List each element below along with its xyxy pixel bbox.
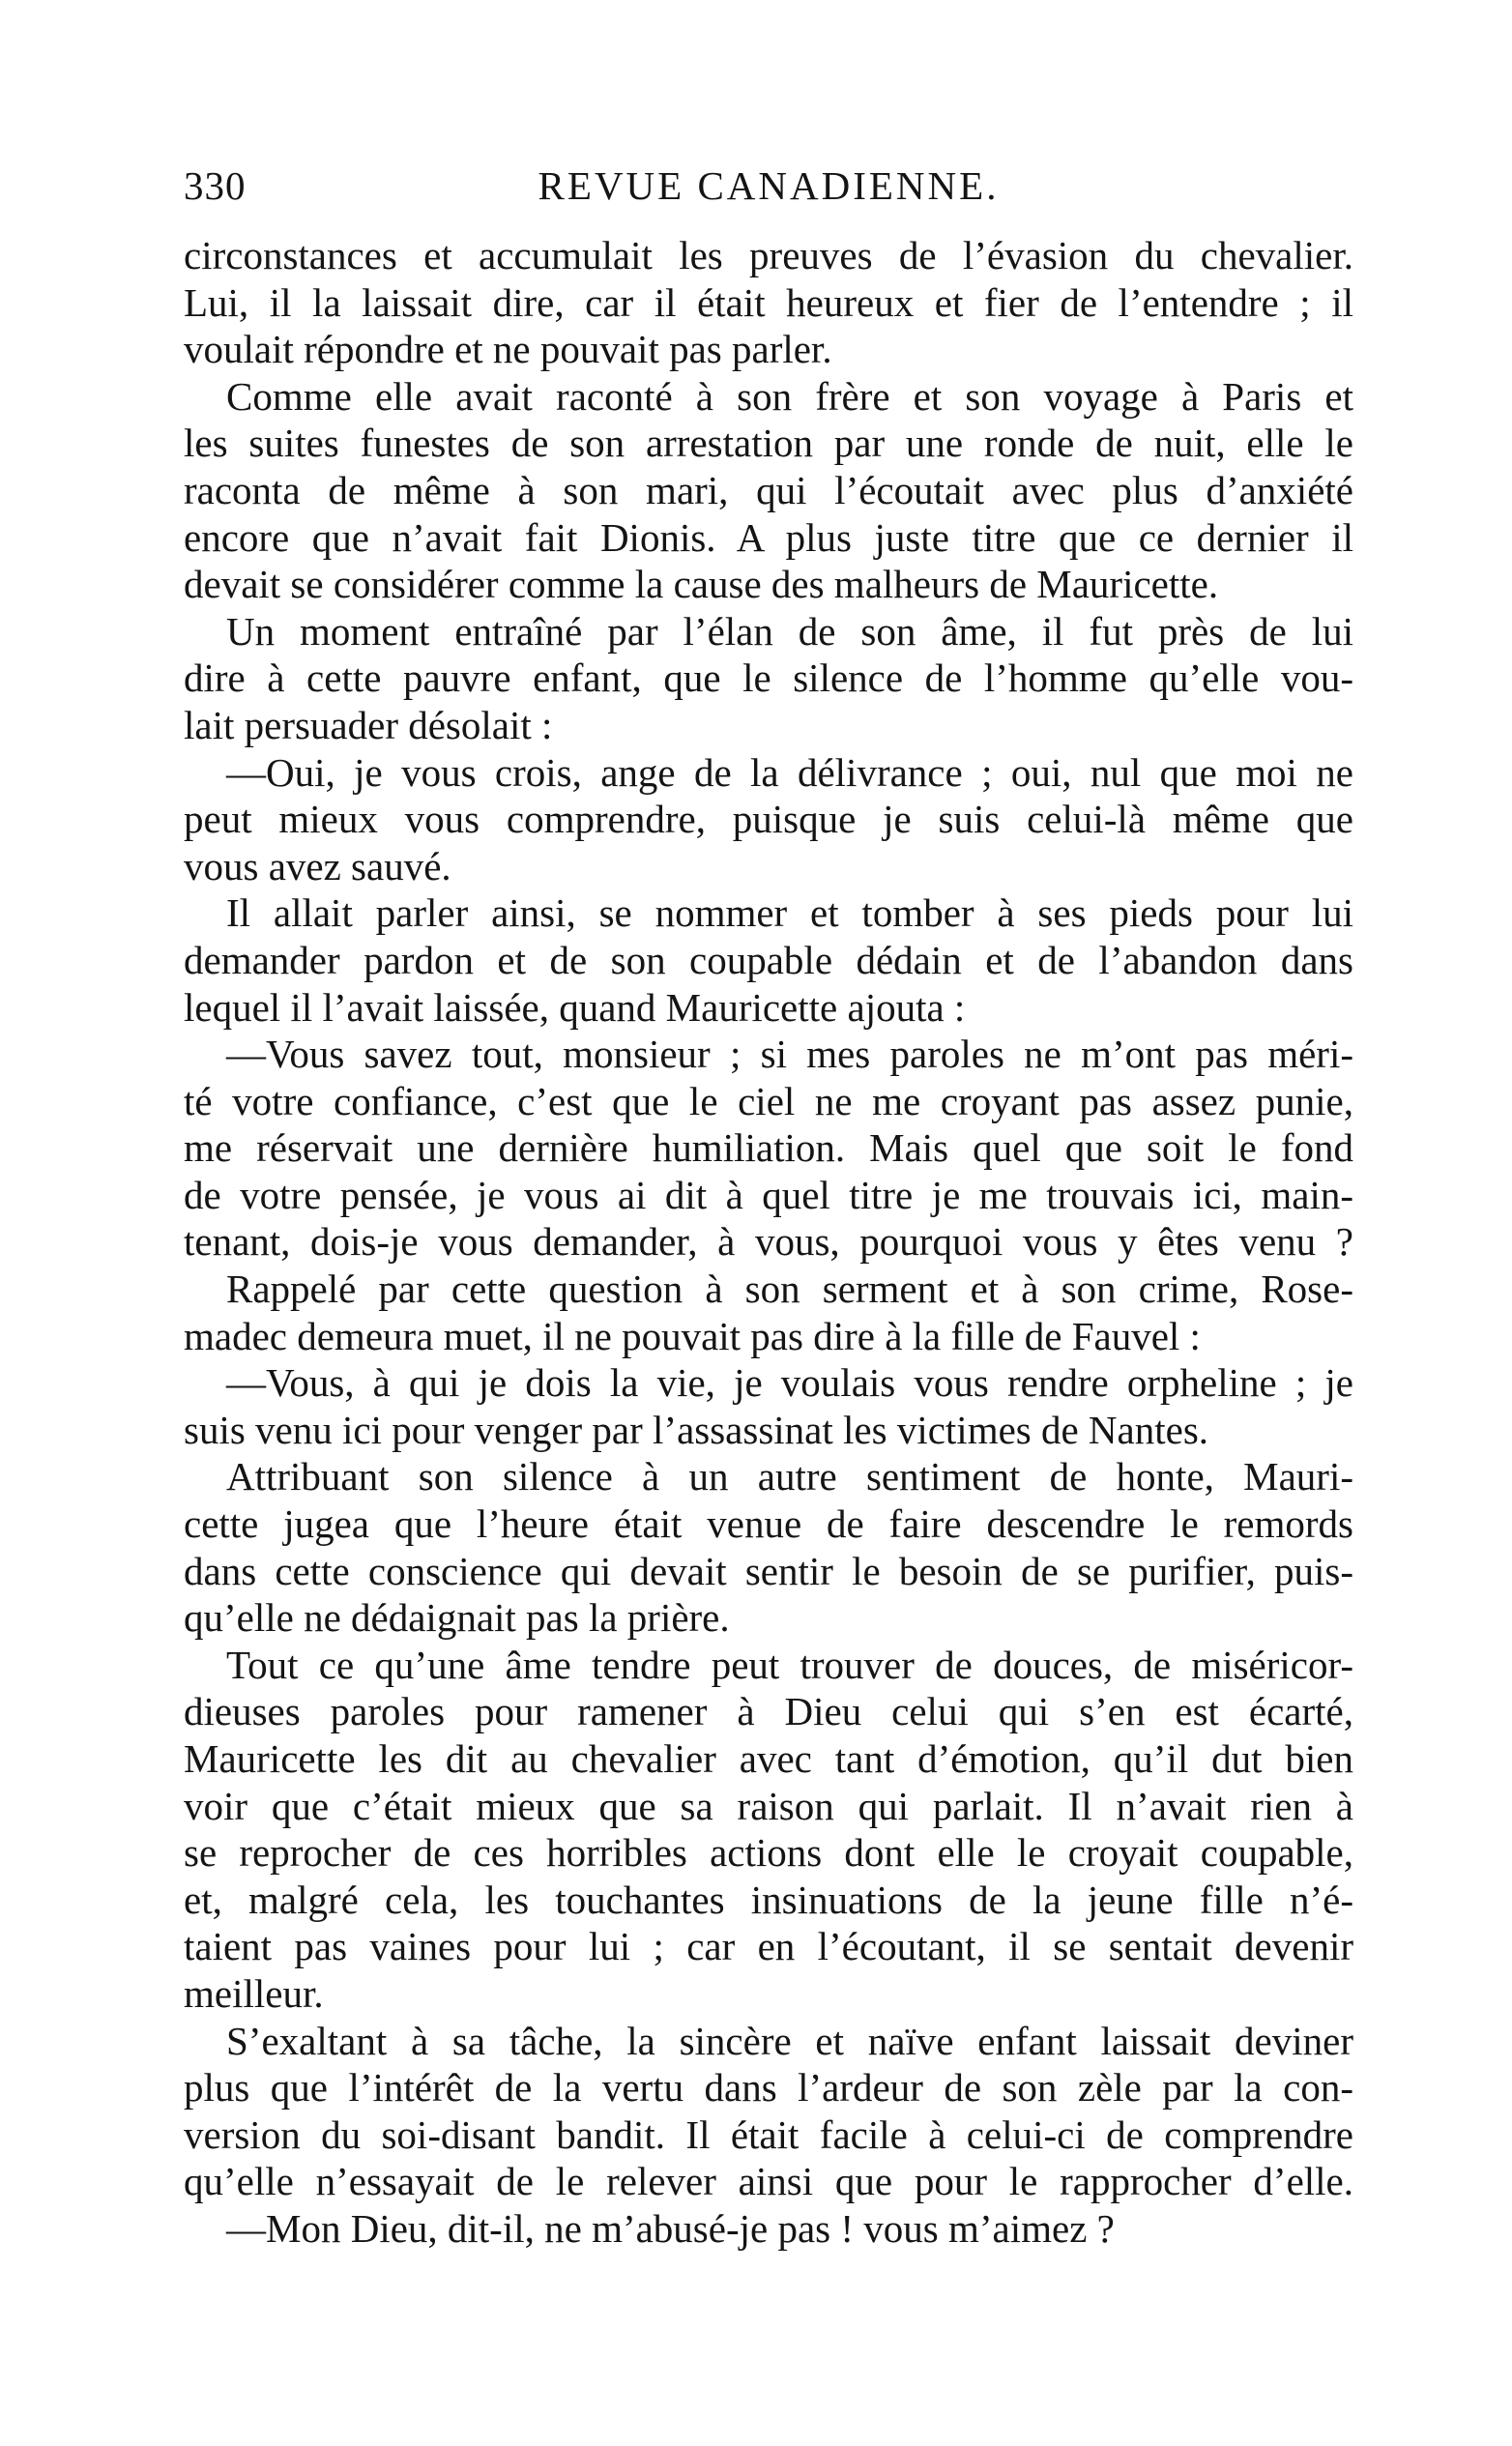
text-line: Mauricette les dit au chevalier avec tant d’émotion, qu’il dut bien: [184, 1736, 1353, 1781]
text-line: devait se considérer comme la cause des malheurs de Mauricette.: [184, 562, 1219, 607]
text-line: Il allait parler ainsi, se nommer et tomber à ses pieds pour lui: [226, 890, 1353, 936]
text-line: les suites funestes de son arrestation par une ronde de nuit, elle le: [184, 421, 1353, 466]
text-line: peut mieux vous comprendre, puisque je suis celui-là même que: [184, 797, 1353, 842]
text-line: circonstances et accumulait les preuves de l’évasion du chevalier.: [184, 233, 1353, 277]
text-line: Comme elle avait raconté à son frère et son voyage à Paris et: [226, 373, 1353, 419]
text-line: té votre confiance, c’est que le ciel ne me croyant pas assez punie,: [184, 1078, 1353, 1123]
body-text: [184, 232, 1353, 2253]
text-line: lequel il l’avait laissée, quand Mauricette ajouta :: [184, 984, 966, 1030]
text-line: demander pardon et de son coupable dédain et de l’abandon dans: [184, 937, 1353, 982]
text-line: —Vous savez tout, monsieur ; si mes paroles ne m’ont pas méri-: [226, 1032, 1353, 1077]
text-line: Rappelé par cette question à son serment et à son crime, Rose-: [226, 1267, 1353, 1312]
text-line: —Oui, je vous crois, ange de la délivrance ; oui, nul que moi ne: [226, 749, 1353, 795]
text-line: Lui, il la laissait dire, car il était heureux et fier de l’entendre ; il: [184, 279, 1353, 325]
text-line: —Mon Dieu, dit-il, ne m’abusé-je pas ! vous m’aimez ?: [226, 2205, 1115, 2251]
text-line: meilleur.: [184, 1970, 324, 2016]
text-line: Attribuant son silence à un autre sentiment de honte, Mauri-: [226, 1454, 1353, 1500]
text-line: voulait répondre et ne pouvait pas parler.: [184, 327, 832, 372]
text-line: encore que n’avait fait Dionis. A plus juste titre que ce dernier il: [184, 514, 1353, 560]
text-line: version du soi-disant bandit. Il était facile à celui-ci de comprendre: [184, 2111, 1353, 2157]
text-line: dieuses paroles pour ramener à Dieu celui qui s’en est écarté,: [184, 1689, 1353, 1734]
text-line: se reprocher de ces horribles actions dont elle le croyait coupable,: [184, 1830, 1353, 1876]
text-line: qu’elle n’essayait de le relever ainsi que pour le rapprocher d’elle.: [184, 2159, 1353, 2204]
text-line: S’exaltant à sa tâche, la sincère et naïve enfant laissait deviner: [226, 2018, 1353, 2063]
text-line: raconta de même à son mari, qui l’écoutait avec plus d’anxiété: [184, 467, 1353, 512]
text-line: dans cette conscience qui devait sentir le besoin de se purifier, puis-: [184, 1548, 1353, 1593]
text-line: qu’elle ne dédaignait pas la prière.: [184, 1595, 730, 1641]
text-line: dire à cette pauvre enfant, que le silence de l’homme qu’elle vou-: [184, 655, 1353, 701]
text-line: madec demeura muet, il ne pouvait pas dire à la fille de Fauvel :: [184, 1313, 1201, 1358]
text-line: lait persuader désolait :: [184, 702, 553, 747]
text-line: voir que c’était mieux que sa raison qui parlait. Il n’avait rien à: [184, 1783, 1353, 1828]
text-line: tenant, dois-je vous demander, à vous, pourquoi vous y êtes venu ?: [184, 1219, 1353, 1265]
page-header: [184, 157, 1353, 215]
text-line: taient pas vaines pour lui ; car en l’écoutant, il se sentait devenir: [184, 1924, 1353, 1969]
text-line: me réservait une dernière humiliation. Mais quel que soit le fond: [184, 1125, 1353, 1171]
text-line: et, malgré cela, les touchantes insinuations de la jeune fille n’é-: [184, 1877, 1353, 1922]
page-number: 330: [184, 163, 247, 208]
text-line: cette jugea que l’heure était venue de faire descendre le remords: [184, 1501, 1353, 1547]
text-line: Un moment entraîné par l’élan de son âme, il fut près de lui: [226, 608, 1353, 654]
text-line: suis venu ici pour venger par l’assassinat les victimes de Nantes.: [184, 1407, 1209, 1452]
running-title: REVUE CANADIENNE.: [538, 163, 1000, 208]
text-line: Tout ce qu’une âme tendre peut trouver de douces, de miséricor-: [226, 1642, 1353, 1687]
text-line: plus que l’intérêt de la vertu dans l’ardeur de son zèle par la con-: [184, 2065, 1353, 2111]
text-line: de votre pensée, je vous ai dit à quel titre je me trouvais ici, main-: [184, 1172, 1353, 1217]
text-line: —Vous, à qui je dois la vie, je voulais vous rendre orpheline ; je: [226, 1360, 1353, 1406]
text-line: vous avez sauvé.: [184, 843, 451, 888]
